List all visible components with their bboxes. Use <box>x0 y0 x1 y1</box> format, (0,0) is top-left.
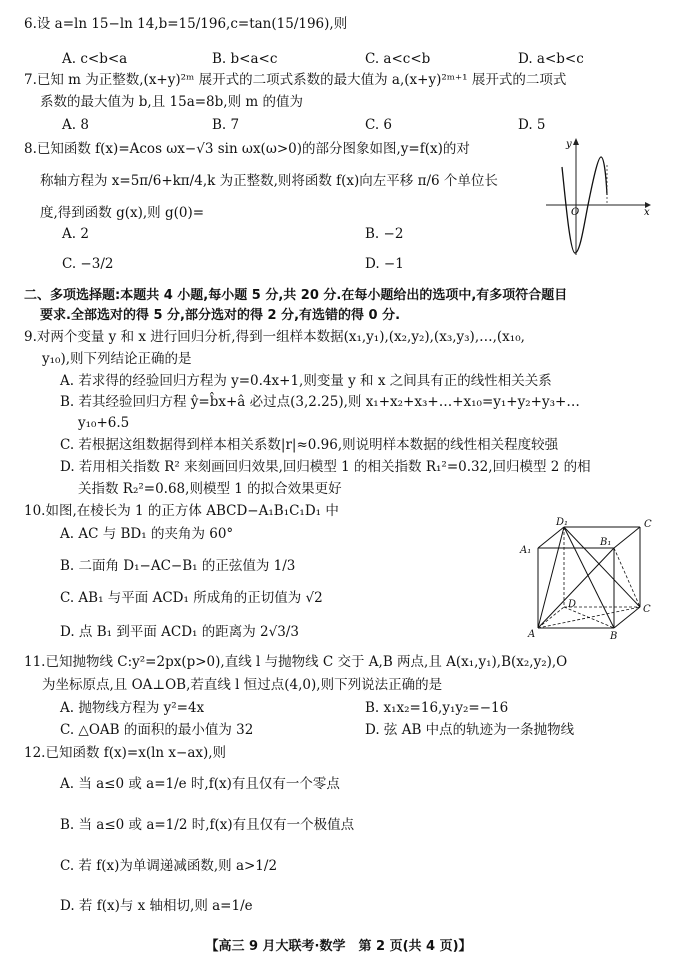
y-axis-arrow <box>573 138 579 145</box>
label-d1: D₁ <box>556 517 569 528</box>
q9-option-d-line1: D. 若用相关指数 R² 来刻画回归效果,回归模型 1 的相关指数 R₁²=0.32,回归模型 2 的相 <box>60 459 591 475</box>
q12-option-c: C. 若 f(x)为单调递减函数,则 a>1/2 <box>60 858 278 874</box>
q8-option-c: C. −3/2 <box>62 256 114 272</box>
q12-stem: 12.已知函数 f(x)=x(ln x−ax),则 <box>24 745 227 761</box>
label-c: C <box>643 604 651 615</box>
x-label: x <box>644 207 650 218</box>
q11-option-a: A. 抛物线方程为 y²=4x <box>60 700 205 716</box>
q7-stem-line2: 系数的最大值为 b,且 15a=8b,则 m 的值为 <box>40 94 303 110</box>
q10-option-c: C. AB₁ 与平面 ACD₁ 所成角的正切值为 √2 <box>60 590 323 606</box>
q6-option-c: C. a<c<b <box>365 51 431 67</box>
q10-option-d: D. 点 B₁ 到平面 ACD₁ 的距离为 2√3/3 <box>60 624 299 640</box>
q11-option-c: C. △OAB 的面积的最小值为 32 <box>60 722 254 738</box>
q9-option-b-line1: B. 若其经验回归方程 ŷ=b̂x+â 必过点(3,2.25),则 x₁+x₂+x₃+…+x₁₀=y₁+y₂+y₃+… <box>60 394 580 410</box>
section2-heading-line2: 要求.全部选对的得 5 分,部分选对的得 2 分,有选错的得 0 分. <box>40 308 401 323</box>
q9-stem-line2: y₁₀),则下列结论正确的是 <box>42 351 192 367</box>
q11-stem-line2: 为坐标原点,且 OA⊥OB,若直线 l 恒过点(4,0),则下列说法正确的是 <box>42 677 443 693</box>
q8-stem-line3: 度,得到函数 g(x),则 g(0)= <box>40 205 205 221</box>
q9-option-b-line2: y₁₀+6.5 <box>78 415 130 431</box>
q8-option-d: D. −1 <box>365 256 404 272</box>
q8-stem-line2: 称轴方程为 x=5π/6+kπ/4,k 为正整数,则将函数 f(x)向左平移 π/6 个单位长 <box>40 173 498 189</box>
q6-option-a: A. c<b<a <box>62 51 128 67</box>
q8-option-a: A. 2 <box>62 226 89 242</box>
q12-option-b: B. 当 a≤0 或 a=1/2 时,f(x)有且仅有一个极值点 <box>60 817 355 833</box>
label-b: B <box>610 631 618 642</box>
q8-stem-line1: 8.已知函数 f(x)=Acos ωx−√3 sin ωx(ω>0)的部分图象如图,y=f(x)的对 <box>24 141 470 157</box>
section2-heading-line1: 二、多项选择题:本题共 4 小题,每小题 5 分,共 20 分.在每小题给出的选项中,有多项符合题目 <box>24 288 568 303</box>
q9-option-d-line2: 关指数 R₂²=0.68,则模型 1 的拟合效果更好 <box>78 481 342 497</box>
q6-option-b: B. b<a<c <box>212 51 278 67</box>
label-a: A <box>528 629 536 640</box>
label-c1: C <box>644 519 652 530</box>
q6-stem: 6.设 a=ln 15−ln 14,b=15/196,c=tan(15/196),则 <box>24 16 348 32</box>
q9-stem-line1: 9.对两个变量 y 和 x 进行回归分析,得到一组样本数据(x₁,y₁),(x₂,y₂),(x₃,y₃),…,(x₁₀, <box>24 329 525 345</box>
label-d: D <box>568 599 577 610</box>
q7-option-a: A. 8 <box>62 117 89 133</box>
q12-option-d: D. 若 f(x)与 x 轴相切,则 a=1/e <box>60 898 253 914</box>
q11-option-d: D. 弦 AB 中点的轨迹为一条抛物线 <box>365 722 575 738</box>
q8-option-b: B. −2 <box>365 226 404 242</box>
q7-stem-line1: 7.已知 m 为正整数,(x+y)²ᵐ 展开式的二项式系数的最大值为 a,(x+y)²ᵐ⁺¹ 展开式的二项式 <box>24 72 567 88</box>
q7-option-d: D. 5 <box>518 117 546 133</box>
q11-option-b: B. x₁x₂=16,y₁y₂=−16 <box>365 700 509 716</box>
y-label: y <box>566 139 572 150</box>
q10-option-b: B. 二面角 D₁−AC−B₁ 的正弦值为 1/3 <box>60 558 296 574</box>
q7-option-c: C. 6 <box>365 117 393 133</box>
q6-option-d: D. a<b<c <box>518 51 584 67</box>
q10-cube-figure <box>518 515 658 645</box>
origin-label: O <box>571 207 580 218</box>
q9-option-a: A. 若求得的经验回归方程为 y=0.4x+1,则变量 y 和 x 之间具有正的线性相关关系 <box>60 373 552 389</box>
q11-stem-line1: 11.已知抛物线 C:y²=2px(p>0),直线 l 与抛物线 C 交于 A,B 两点,且 A(x₁,y₁),B(x₂,y₂),O <box>24 654 568 670</box>
q7-option-b: B. 7 <box>212 117 240 133</box>
q8-function-graph <box>540 135 655 260</box>
page-footer: 【高三 9 月大联考·数学 第 2 页(共 4 页)】 <box>205 939 472 954</box>
q12-option-a: A. 当 a≤0 或 a=1/e 时,f(x)有且仅有一个零点 <box>60 776 340 792</box>
label-b1: B₁ <box>600 537 612 548</box>
q10-option-a: A. AC 与 BD₁ 的夹角为 60° <box>60 526 234 542</box>
q10-stem: 10.如图,在棱长为 1 的正方体 ABCD−A₁B₁C₁D₁ 中 <box>24 503 339 519</box>
label-a1: A₁ <box>520 545 532 556</box>
q9-option-c: C. 若根据这组数据得到样本相关系数|r|≈0.96,则说明样本数据的线性相关程度较强 <box>60 437 559 453</box>
